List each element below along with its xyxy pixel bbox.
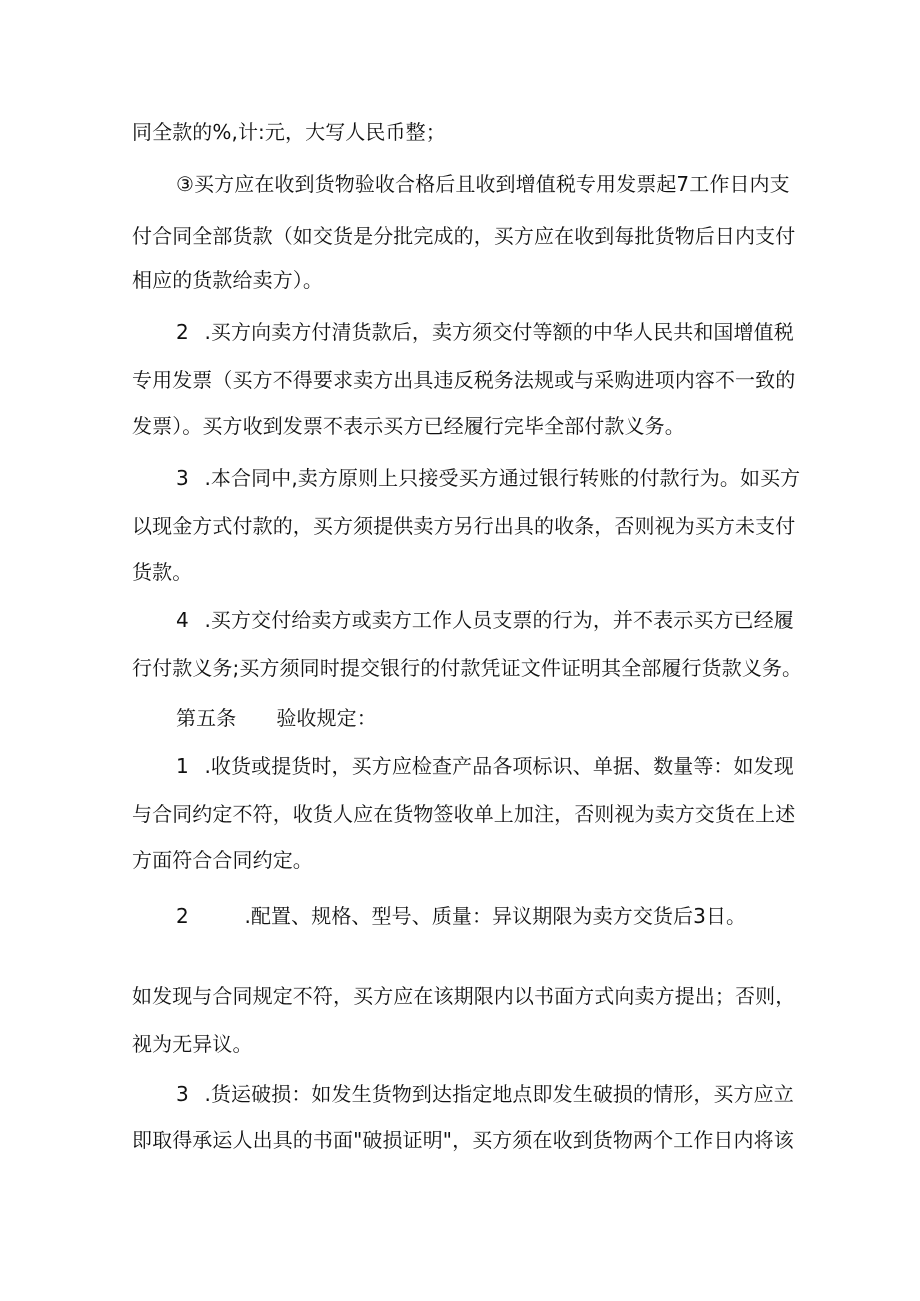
text-line: 发票）。买方收到发票不表示买方已经履行完毕全部付款义务。	[132, 414, 685, 438]
text-line: 专用发票（买方不得要求卖方出具违反税务法规或与采购进项内容不一致的	[132, 368, 796, 392]
text-line: 以现金方式付款的，买方须提供卖方另行出具的收条，否则视为买方未支付	[132, 514, 796, 538]
text-line: 行付款义务;买方须同时提交银行的付款凭证文件证明其全部履行货款义务。	[132, 656, 803, 680]
text-line: 付合同全部货款（如交货是分批完成的，买方应在收到每批货物后日内支付	[132, 224, 796, 248]
article-heading	[176, 704, 377, 732]
text-line: 方面符合合同约定。	[132, 848, 313, 872]
text-line: 如发现与合同规定不符，买方应在该期限内以书面方式向卖方提出；否则，	[132, 984, 796, 1008]
item-text: .本合同中,卖方原则上只接受买方通过银行转账的付款行为。如买方	[204, 466, 801, 490]
item-number: 1	[176, 754, 189, 778]
text-line: 同全款的%,计:元，大写人民币整；	[132, 120, 446, 144]
numbered-paragraph-s3	[176, 1080, 794, 1108]
numbered-paragraph-3	[176, 464, 800, 492]
text-line: ③买方应在收到货物验收合格后且收到增值税专用发票起7工作日内支	[176, 172, 790, 196]
text-line: 视为无异议。	[132, 1032, 253, 1056]
text-line: 货款。	[132, 560, 193, 584]
numbered-paragraph-s2	[176, 902, 746, 930]
item-text: .买方交付给卖方或卖方工作人员支票的行为，并不表示买方已经履	[204, 608, 794, 632]
item-text: .买方向卖方付清货款后，卖方须交付等额的中华人民共和国增值税	[204, 320, 794, 344]
numbered-paragraph-s1	[176, 752, 794, 780]
article-title: 验收规定：	[276, 706, 377, 730]
item-number: 2	[176, 320, 189, 344]
text-line: 即取得承运人出具的书面"破损证明"，买方须在收到货物两个工作日内将该	[132, 1128, 794, 1152]
article-label: 第五条	[176, 706, 237, 730]
item-number: 4	[176, 608, 189, 632]
item-number: 3	[176, 466, 189, 490]
item-text: .收货或提货时，买方应检查产品各项标识、单据、数量等：如发现	[204, 754, 794, 778]
numbered-paragraph-2	[176, 318, 794, 346]
numbered-paragraph-4	[176, 606, 794, 634]
text-line: 与合同约定不符，收货人应在货物签收单上加注，否则视为卖方交货在上述	[132, 802, 796, 826]
item-number: 3	[176, 1082, 189, 1106]
item-number: 2	[176, 904, 189, 928]
text-line: 相应的货款给卖方）。	[132, 268, 323, 292]
item-text: .配置、规格、型号、质量：异议期限为卖方交货后3日。	[244, 904, 747, 928]
item-text: .货运破损：如发生货物到达指定地点即发生破损的情形，买方应立	[204, 1082, 794, 1106]
